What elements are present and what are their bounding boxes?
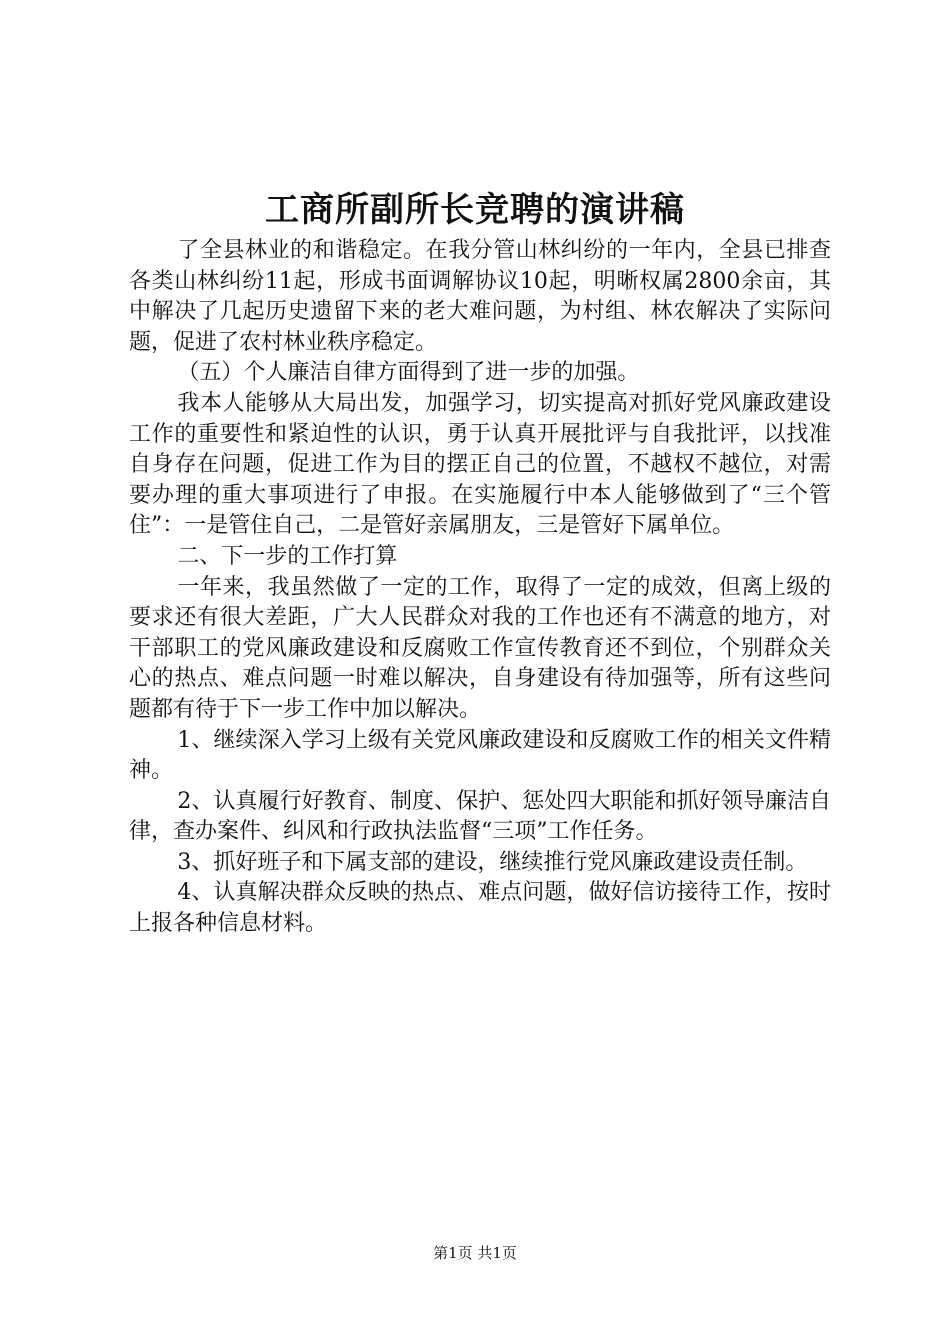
- paragraph: 了全县林业的和谐稳定。在我分管山林纠纷的一年内，全县已排查各类山林纠纷11起，形成书面调解协议10起，明晰权属2800余亩，其中解决了几起历史遗留下来的老大难问题，为村组、林农解决了实际问题，促进了农村林业秩序稳定。: [129, 238, 831, 355]
- section-heading: （五）个人廉洁自律方面得到了进一步的加强。: [177, 360, 640, 386]
- list-item: 2、认真履行好教育、制度、保护、惩处四大职能和抓好领导廉洁自律，查办案件、纠风和行政执法监督“三项”工作任务。: [129, 788, 831, 845]
- paragraph: 一年来，我虽然做了一定的工作，取得了一定的成效，但离上级的要求还有很大差距，广大人民群众对我的工作也还有不满意的地方，对干部职工的党风廉政建设和反腐败工作宣传教育还不到位，个别群众关心的热点、难点问题一时难以解决，自身建设有待加强等，所有这些问题都有待于下一步工作中加以解决。: [129, 574, 831, 722]
- list-item: 3、抓好班子和下属支部的建设，继续推行党风廉政建设责任制。: [177, 849, 808, 875]
- list-item: 4、认真解决群众反映的热点、难点问题，做好信访接待工作，按时上报各种信息材料。: [129, 880, 831, 937]
- document-body: [129, 236, 831, 940]
- section-heading: 二、下一步的工作打算: [177, 543, 398, 569]
- page-number-footer: 第1页 共1页: [433, 1244, 517, 1262]
- list-item: 1、继续深入学习上级有关党风廉政建设和反腐败工作的相关文件精神。: [129, 727, 831, 784]
- document-title: 工商所副所长竞聘的演讲稿: [265, 190, 685, 230]
- paragraph: 我本人能够从大局出发，加强学习，切实提高对抓好党风廉政建设工作的重要性和紧迫性的认识，勇于认真开展批评与自我批评，以找准自身存在问题，促进工作为目的摆正自己的位置，不越权不越位，对需要办理的重大事项进行了申报。在实施履行中本人能够做到了“三个管住”：一是管住自己，二是管好亲属朋友，三是管好下属单位。: [129, 390, 831, 539]
